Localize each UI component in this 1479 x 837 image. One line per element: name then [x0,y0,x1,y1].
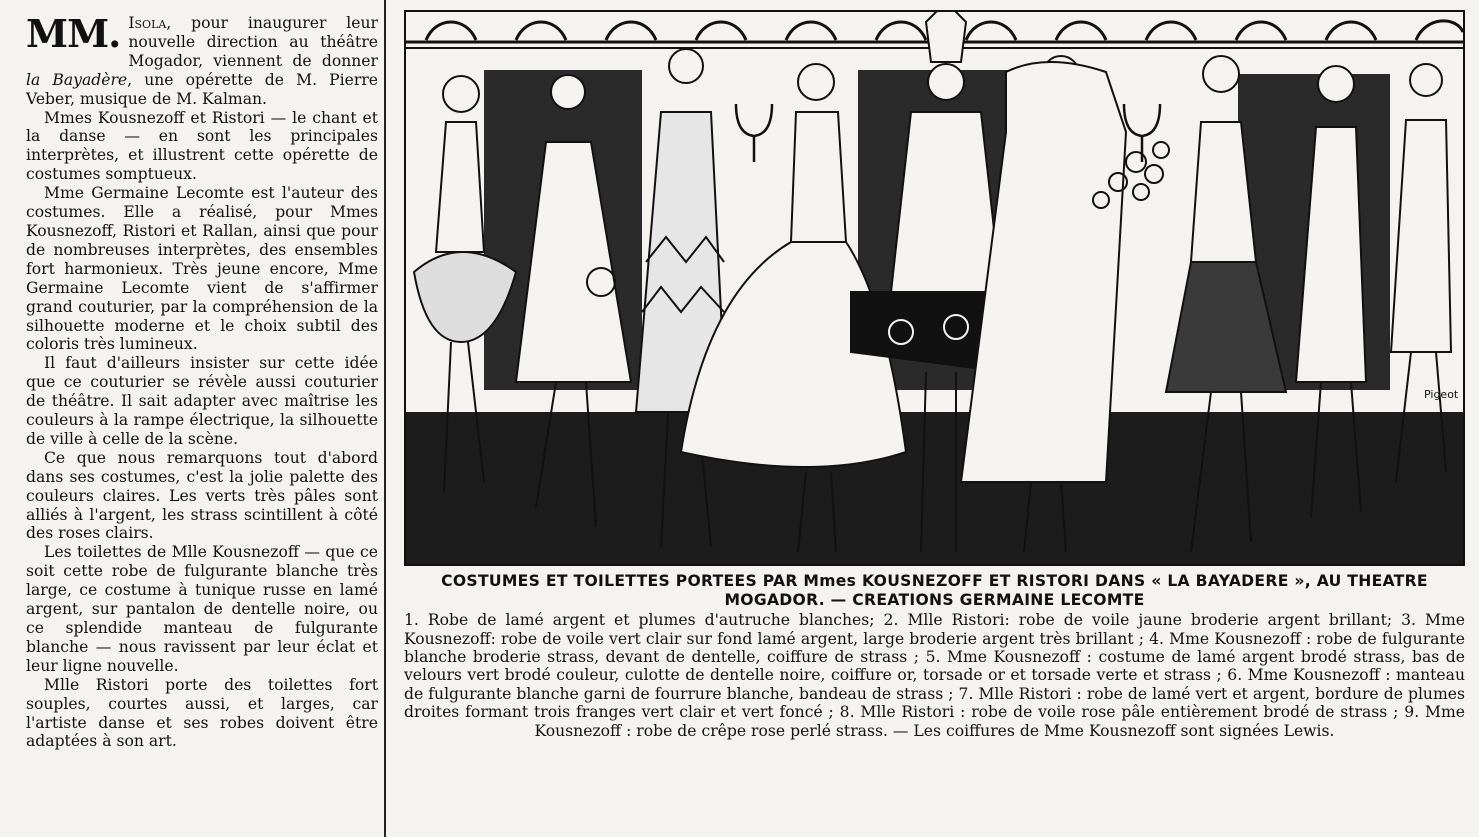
lead-word: Isola [128,14,167,32]
article-column [26,11,379,751]
article-paragraph: Il faut d'ailleurs insister sur cette idée que ce couturier se révèle aussi couturier de théâtre. Il sait adapter avec maîtrise les couleurs à la rampe électrique, la silhouette de ville à celle de la scène. [26,354,378,448]
column-divider [384,0,386,837]
article-paragraph: Mmes Kousnezoff et Ristori — le chant et la danse — en sont les principales interprètes, et illustrent cette opérette de costumes somptueux. [26,108,378,184]
article-paragraph: Les toilettes de Mlle Kousnezoff — que ce soit cette robe de fulgurante blanche très large, ce costume à tunique russe en lamé argent, sur pantalon de dentelle noire, ou ce splendide manteau de fulgurante blanche — nous ravissent par leur éclat et leur ligne nouvelle. [26,543,378,675]
stage-floor [406,412,1463,564]
fashion-drawing [406,12,1463,564]
costume-illustration [404,10,1465,566]
caption-title: COSTUMES ET TOILETTES PORTEES PAR Mmes KOUSNEZOFF ET RISTORI DANS « LA BAYADERE », AU THEATRE MOGADOR. — CREATIONS GERMAINE LECOMTE [441,572,1428,609]
article-paragraph: Mlle Ristori porte des toilettes fort souples, courtes aussi, et larges, car l'artiste danse et ses robes doivent être adaptées à son art. [26,675,378,751]
article-paragraph: Ce que nous remarquons tout d'abord dans ses costumes, c'est la jolie palette des couleurs claires. Les verts très pâles sont alliés à l'argent, les strass scintillent à côté des roses clairs. [26,448,378,543]
illustration-caption [404,572,1465,740]
dropcap: MM. [26,11,121,56]
article-paragraph: MM. Isola, pour inaugurer leur nouvelle direction au théâtre Mogador, viennent de donner la Bayadère, une opérette de M. Pierre Veber, musique de M. Kalman. [26,11,379,108]
artist-signature: Pigeot [1424,388,1459,401]
caption-body: 1. Robe de lamé argent et plumes d'autruche blanches; 2. Mlle Ristori: robe de voile jaune broderie argent brillant; 3. Mme Kousnezoff: robe de voile vert clair sur fond lamé argent, large broderie argent très brillant ; 4. Mme Kousnezoff : robe de fulgurante blanche broderie strass, devant de dentelle, coiffure de strass ; 5. Mme Kousnezoff : costume de lamé argent brodé strass, bas de velours vert brodé couleur, culotte de dentelle noire, coiffure or, torsade or et torsade verte et strass ; 6. Mme Kousnezoff : manteau de fulgurante blanche garni de fourrure blanche, bandeau de strass ; 7. Mlle Ristori : robe de lamé vert et argent, bordure de plumes droites formant trois franges vert clair et vert foncé ; 8. Mlle Ristori : robe de voile rose pâle entièrement brodé de strass ; 9. Mme Kousnezoff : robe de crêpe rose perlé strass. — Les coiffures de Mme Kousnezoff sont signées Lewis. [404,611,1465,740]
article-paragraph: Mme Germaine Lecomte est l'auteur des costumes. Elle a réalisé, pour Mmes Kousnezoff, Ristori et Rallan, ainsi que pour de nombreuses interprètes, des ensembles fort harmonieux. Très jeune encore, Mme Germaine Lecomte vient de s'affirmer grand couturier, par la compréhension de la silhouette moderne et le choix subtil des coloris très lumineux. [26,184,378,354]
opera-title: la Bayadère [26,70,128,89]
